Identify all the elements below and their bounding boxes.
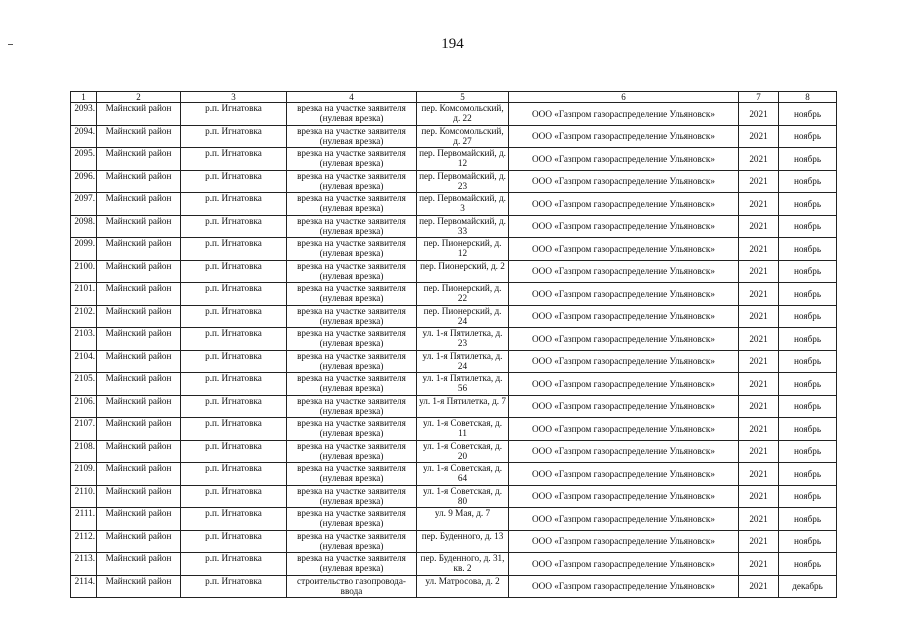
settlement-cell: р.п. Игнатовка [181, 553, 287, 576]
month-cell: ноябрь [779, 418, 837, 441]
organization-cell: ООО «Газпром газораспределение Ульяновск» [509, 170, 739, 193]
district-cell: Майнский район [97, 395, 181, 418]
month-cell: декабрь [779, 575, 837, 598]
column-header: 1 [71, 92, 97, 103]
year-cell: 2021 [739, 148, 779, 171]
settlement-cell: р.п. Игнатовка [181, 575, 287, 598]
address-cell: пер. Буденного, д. 31, кв. 2 [417, 553, 509, 576]
organization-cell: ООО «Газпром газораспределение Ульяновск» [509, 485, 739, 508]
organization-cell: ООО «Газпром газораспределение Ульяновск» [509, 103, 739, 126]
settlement-cell: р.п. Игнатовка [181, 418, 287, 441]
work-type-cell: врезка на участке заявителя (нулевая врезка) [287, 418, 417, 441]
organization-cell: ООО «Газпром газораспределение Ульяновск» [509, 125, 739, 148]
address-cell: ул. 1-я Советская, д. 20 [417, 440, 509, 463]
district-cell: Майнский район [97, 553, 181, 576]
work-type-cell: врезка на участке заявителя (нулевая врезка) [287, 305, 417, 328]
district-cell: Майнский район [97, 238, 181, 261]
year-cell: 2021 [739, 463, 779, 486]
organization-cell: ООО «Газпром газораспределение Ульяновск» [509, 328, 739, 351]
district-cell: Майнский район [97, 328, 181, 351]
row-number-cell: 2101. [71, 283, 97, 306]
month-cell: ноябрь [779, 440, 837, 463]
organization-cell: ООО «Газпром газораспределение Ульяновск» [509, 463, 739, 486]
year-cell: 2021 [739, 283, 779, 306]
work-type-cell: врезка на участке заявителя (нулевая врезка) [287, 553, 417, 576]
settlement-cell: р.п. Игнатовка [181, 440, 287, 463]
row-number-cell: 2093. [71, 103, 97, 126]
table-row [71, 103, 837, 126]
table-row [71, 193, 837, 216]
work-type-cell: врезка на участке заявителя (нулевая врезка) [287, 440, 417, 463]
year-cell: 2021 [739, 193, 779, 216]
district-cell: Майнский район [97, 260, 181, 283]
table-row [71, 395, 837, 418]
work-type-cell: врезка на участке заявителя (нулевая врезка) [287, 283, 417, 306]
row-number-cell: 2096. [71, 170, 97, 193]
row-number-cell: 2107. [71, 418, 97, 441]
district-cell: Майнский район [97, 125, 181, 148]
year-cell: 2021 [739, 328, 779, 351]
month-cell: ноябрь [779, 485, 837, 508]
organization-cell: ООО «Газпром газораспределение Ульяновск» [509, 395, 739, 418]
organization-cell: ООО «Газпром газораспределение Ульяновск» [509, 350, 739, 373]
column-header: 8 [779, 92, 837, 103]
settlement-cell: р.п. Игнатовка [181, 283, 287, 306]
settlement-cell: р.п. Игнатовка [181, 463, 287, 486]
work-type-cell: врезка на участке заявителя (нулевая врезка) [287, 103, 417, 126]
organization-cell: ООО «Газпром газораспределение Ульяновск» [509, 238, 739, 261]
district-cell: Майнский район [97, 215, 181, 238]
table-row [71, 530, 837, 553]
year-cell: 2021 [739, 485, 779, 508]
month-cell: ноябрь [779, 283, 837, 306]
organization-cell: ООО «Газпром газораспределение Ульяновск» [509, 440, 739, 463]
district-cell: Майнский район [97, 463, 181, 486]
column-header: 6 [509, 92, 739, 103]
month-cell: ноябрь [779, 148, 837, 171]
month-cell: ноябрь [779, 215, 837, 238]
row-number-cell: 2094. [71, 125, 97, 148]
address-cell: ул. 1-я Пятилетка, д. 56 [417, 373, 509, 396]
year-cell: 2021 [739, 553, 779, 576]
settlement-cell: р.п. Игнатовка [181, 238, 287, 261]
organization-cell: ООО «Газпром газораспределение Ульяновск» [509, 508, 739, 531]
year-cell: 2021 [739, 350, 779, 373]
settlement-cell: р.п. Игнатовка [181, 170, 287, 193]
address-cell: ул. 1-я Советская, д. 64 [417, 463, 509, 486]
table-row [71, 553, 837, 576]
month-cell: ноябрь [779, 193, 837, 216]
table-row [71, 418, 837, 441]
row-number-cell: 2100. [71, 260, 97, 283]
month-cell: ноябрь [779, 350, 837, 373]
address-cell: пер. Первомайский, д. 33 [417, 215, 509, 238]
year-cell: 2021 [739, 103, 779, 126]
organization-cell: ООО «Газпром газораспределение Ульяновск» [509, 305, 739, 328]
district-cell: Майнский район [97, 305, 181, 328]
organization-cell: ООО «Газпром газораспределение Ульяновск» [509, 215, 739, 238]
row-number-cell: 2111. [71, 508, 97, 531]
row-number-cell: 2102. [71, 305, 97, 328]
row-number-cell: 2109. [71, 463, 97, 486]
column-header: 3 [181, 92, 287, 103]
settlement-cell: р.п. Игнатовка [181, 350, 287, 373]
work-type-cell: врезка на участке заявителя (нулевая врезка) [287, 485, 417, 508]
address-cell: пер. Первомайский, д. 3 [417, 193, 509, 216]
row-number-cell: 2095. [71, 148, 97, 171]
district-cell: Майнский район [97, 485, 181, 508]
table-row [71, 328, 837, 351]
district-cell: Майнский район [97, 103, 181, 126]
row-number-cell: 2097. [71, 193, 97, 216]
row-number-cell: 2098. [71, 215, 97, 238]
row-number-cell: 2113. [71, 553, 97, 576]
address-cell: пер. Комсомольский, д. 27 [417, 125, 509, 148]
settlement-cell: р.п. Игнатовка [181, 373, 287, 396]
month-cell: ноябрь [779, 463, 837, 486]
column-header: 2 [97, 92, 181, 103]
table-row [71, 440, 837, 463]
year-cell: 2021 [739, 508, 779, 531]
settlement-cell: р.п. Игнатовка [181, 395, 287, 418]
settlement-cell: р.п. Игнатовка [181, 148, 287, 171]
row-number-cell: 2112. [71, 530, 97, 553]
work-type-cell: врезка на участке заявителя (нулевая врезка) [287, 148, 417, 171]
table-row [71, 170, 837, 193]
work-type-cell: врезка на участке заявителя (нулевая врезка) [287, 508, 417, 531]
settlement-cell: р.п. Игнатовка [181, 193, 287, 216]
address-cell: пер. Пионерский, д. 22 [417, 283, 509, 306]
organization-cell: ООО «Газпром газораспределение Ульяновск» [509, 193, 739, 216]
table-row [71, 463, 837, 486]
month-cell: ноябрь [779, 305, 837, 328]
table-row [71, 148, 837, 171]
work-type-cell: строительство газопровода-ввода [287, 575, 417, 598]
column-header: 4 [287, 92, 417, 103]
month-cell: ноябрь [779, 238, 837, 261]
header-row [71, 92, 837, 103]
month-cell: ноябрь [779, 103, 837, 126]
month-cell: ноябрь [779, 328, 837, 351]
year-cell: 2021 [739, 395, 779, 418]
table-row [71, 125, 837, 148]
settlement-cell: р.п. Игнатовка [181, 530, 287, 553]
settlement-cell: р.п. Игнатовка [181, 305, 287, 328]
address-cell: пер. Комсомольский, д. 22 [417, 103, 509, 126]
row-number-cell: 2099. [71, 238, 97, 261]
address-cell: ул. 1-я Пятилетка, д. 24 [417, 350, 509, 373]
year-cell: 2021 [739, 238, 779, 261]
settlement-cell: р.п. Игнатовка [181, 215, 287, 238]
address-cell: пер. Первомайский, д. 23 [417, 170, 509, 193]
organization-cell: ООО «Газпром газораспределение Ульяновск» [509, 418, 739, 441]
work-type-cell: врезка на участке заявителя (нулевая врезка) [287, 238, 417, 261]
address-cell: ул. Матросова, д. 2 [417, 575, 509, 598]
address-cell: ул. 9 Мая, д. 7 [417, 508, 509, 531]
address-cell: пер. Пионерский, д. 2 [417, 260, 509, 283]
page-number: 194 [441, 36, 464, 52]
row-number-cell: 2108. [71, 440, 97, 463]
table-row [71, 238, 837, 261]
district-cell: Майнский район [97, 575, 181, 598]
row-number-cell: 2104. [71, 350, 97, 373]
settlement-cell: р.п. Игнатовка [181, 508, 287, 531]
column-header: 5 [417, 92, 509, 103]
work-type-cell: врезка на участке заявителя (нулевая врезка) [287, 193, 417, 216]
district-cell: Майнский район [97, 193, 181, 216]
work-type-cell: врезка на участке заявителя (нулевая врезка) [287, 530, 417, 553]
work-type-cell: врезка на участке заявителя (нулевая врезка) [287, 215, 417, 238]
address-cell: пер. Первомайский, д. 12 [417, 148, 509, 171]
address-cell: пер. Пионерский, д. 12 [417, 238, 509, 261]
year-cell: 2021 [739, 440, 779, 463]
work-type-cell: врезка на участке заявителя (нулевая врезка) [287, 170, 417, 193]
year-cell: 2021 [739, 125, 779, 148]
month-cell: ноябрь [779, 530, 837, 553]
organization-cell: ООО «Газпром газораспределение Ульяновск» [509, 553, 739, 576]
table-row [71, 373, 837, 396]
settlement-cell: р.п. Игнатовка [181, 103, 287, 126]
address-cell: ул. 1-я Советская, д. 11 [417, 418, 509, 441]
table-row [71, 215, 837, 238]
table-row [71, 485, 837, 508]
organization-cell: ООО «Газпром газораспределение Ульяновск» [509, 575, 739, 598]
settlement-cell: р.п. Игнатовка [181, 125, 287, 148]
row-number-cell: 2110. [71, 485, 97, 508]
month-cell: ноябрь [779, 553, 837, 576]
district-cell: Майнский район [97, 170, 181, 193]
year-cell: 2021 [739, 373, 779, 396]
month-cell: ноябрь [779, 170, 837, 193]
month-cell: ноябрь [779, 260, 837, 283]
work-type-cell: врезка на участке заявителя (нулевая врезка) [287, 260, 417, 283]
district-cell: Майнский район [97, 350, 181, 373]
address-cell: ул. 1-я Пятилетка, д. 23 [417, 328, 509, 351]
table-row [71, 305, 837, 328]
gas-connection-table [70, 91, 837, 598]
row-number-cell: 2103. [71, 328, 97, 351]
organization-cell: ООО «Газпром газораспределение Ульяновск» [509, 148, 739, 171]
table-row [71, 350, 837, 373]
month-cell: ноябрь [779, 125, 837, 148]
year-cell: 2021 [739, 418, 779, 441]
address-cell: ул. 1-я Пятилетка, д. 7 [417, 395, 509, 418]
work-type-cell: врезка на участке заявителя (нулевая врезка) [287, 373, 417, 396]
address-cell: пер. Пионерский, д. 24 [417, 305, 509, 328]
district-cell: Майнский район [97, 283, 181, 306]
district-cell: Майнский район [97, 530, 181, 553]
year-cell: 2021 [739, 170, 779, 193]
row-number-cell: 2106. [71, 395, 97, 418]
table-row [71, 575, 837, 598]
work-type-cell: врезка на участке заявителя (нулевая врезка) [287, 125, 417, 148]
settlement-cell: р.п. Игнатовка [181, 260, 287, 283]
district-cell: Майнский район [97, 148, 181, 171]
column-header: 7 [739, 92, 779, 103]
address-cell: пер. Буденного, д. 13 [417, 530, 509, 553]
row-number-cell: 2114. [71, 575, 97, 598]
row-number-cell: 2105. [71, 373, 97, 396]
year-cell: 2021 [739, 575, 779, 598]
settlement-cell: р.п. Игнатовка [181, 485, 287, 508]
table-row [71, 508, 837, 531]
organization-cell: ООО «Газпром газораспределение Ульяновск» [509, 373, 739, 396]
year-cell: 2021 [739, 215, 779, 238]
year-cell: 2021 [739, 260, 779, 283]
organization-cell: ООО «Газпром газораспределение Ульяновск» [509, 260, 739, 283]
district-cell: Майнский район [97, 508, 181, 531]
year-cell: 2021 [739, 305, 779, 328]
work-type-cell: врезка на участке заявителя (нулевая врезка) [287, 328, 417, 351]
month-cell: ноябрь [779, 373, 837, 396]
work-type-cell: врезка на участке заявителя (нулевая врезка) [287, 395, 417, 418]
table-row [71, 283, 837, 306]
settlement-cell: р.п. Игнатовка [181, 328, 287, 351]
year-cell: 2021 [739, 530, 779, 553]
address-cell: ул. 1-я Советская, д. 80 [417, 485, 509, 508]
organization-cell: ООО «Газпром газораспределение Ульяновск» [509, 283, 739, 306]
month-cell: ноябрь [779, 508, 837, 531]
work-type-cell: врезка на участке заявителя (нулевая врезка) [287, 463, 417, 486]
district-cell: Майнский район [97, 418, 181, 441]
table-row [71, 260, 837, 283]
organization-cell: ООО «Газпром газораспределение Ульяновск» [509, 530, 739, 553]
work-type-cell: врезка на участке заявителя (нулевая врезка) [287, 350, 417, 373]
district-cell: Майнский район [97, 440, 181, 463]
district-cell: Майнский район [97, 373, 181, 396]
month-cell: ноябрь [779, 395, 837, 418]
